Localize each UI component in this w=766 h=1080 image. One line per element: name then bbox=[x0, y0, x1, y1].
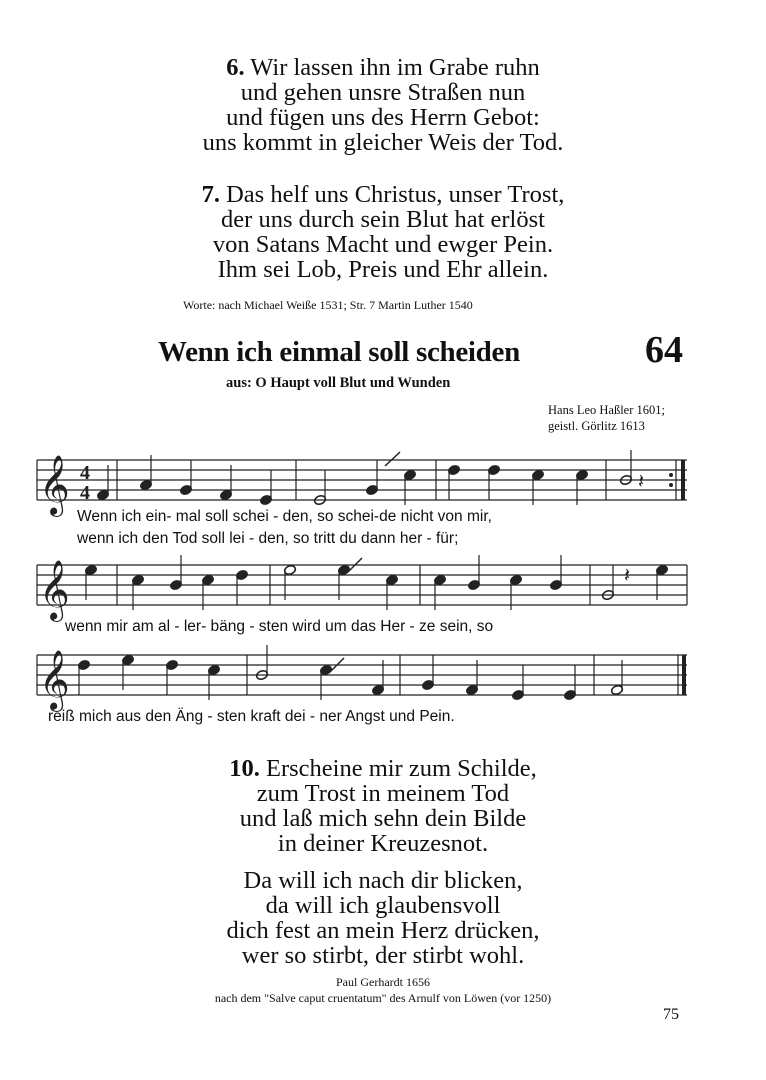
stanza-line: 6. Wir lassen ihn im Grabe ruhn bbox=[226, 54, 540, 81]
stanza-line: da will ich glaubensvoll bbox=[265, 892, 501, 919]
stanza-line: Da will ich nach dir blicken, bbox=[243, 867, 523, 894]
stanza-line: uns kommt in gleicher Weis der Tod. bbox=[202, 129, 564, 156]
lyrics-system-3: reiß mich aus den Äng - sten kraft dei - ner Angst und Pein. bbox=[48, 708, 455, 725]
stanza-line: 10. Erscheine mir zum Schilde, bbox=[229, 755, 537, 782]
hymn-number: 64 bbox=[645, 329, 683, 371]
music-system-3 bbox=[0, 645, 766, 715]
page-number: 75 bbox=[663, 1006, 679, 1023]
quarter-rest-icon: 𝄽 bbox=[624, 563, 631, 587]
treble-clef-icon: 𝄞 bbox=[39, 560, 70, 620]
time-signature-bottom: 4 bbox=[80, 482, 90, 504]
lyrics-system-1-line-1: Wenn ich ein- mal soll schei - den, so schei-de nicht von mir, bbox=[77, 508, 492, 525]
stanza-line: in deiner Kreuzesnot. bbox=[277, 830, 489, 857]
music-system-2 bbox=[0, 552, 766, 622]
stanza-line: und gehen unsre Straßen nun bbox=[240, 79, 526, 106]
stanza-line: 7. Das helf uns Christus, unser Trost, bbox=[201, 181, 565, 208]
stanza-10 bbox=[0, 756, 766, 856]
stanza-line: zum Trost in meinem Tod bbox=[256, 780, 510, 807]
stanza-7 bbox=[0, 182, 766, 282]
composer-line: Hans Leo Haßler 1601; bbox=[548, 403, 665, 417]
credit-line: nach dem "Salve caput cruentatum" des Arnulf von Löwen (vor 1250) bbox=[214, 991, 552, 1005]
stanza-line: von Satans Macht und ewger Pein. bbox=[212, 231, 554, 258]
previous-hymn-credit: Worte: nach Michael Weiße 1531; Str. 7 Martin Luther 1540 bbox=[183, 298, 473, 312]
hymn-subtitle: aus: O Haupt voll Blut und Wunden bbox=[226, 375, 451, 391]
stanza-number: 10. bbox=[229, 755, 260, 782]
stanza-number: 7. bbox=[201, 181, 220, 208]
stanza-number: 6. bbox=[226, 54, 245, 81]
hymn-title: Wenn ich einmal soll scheiden bbox=[158, 336, 520, 368]
stanza-line: Ihm sei Lob, Preis und Ehr allein. bbox=[217, 256, 549, 283]
stanza-line: der uns durch sein Blut hat erlöst bbox=[221, 206, 545, 233]
credit-line: Paul Gerhardt 1656 bbox=[336, 975, 430, 989]
hymn-credits bbox=[0, 974, 766, 1006]
quarter-rest-icon: 𝄽 bbox=[638, 469, 645, 493]
stanza-line: wer so stirbt, der stirbt wohl. bbox=[241, 942, 525, 969]
composer-credit bbox=[548, 402, 665, 434]
composer-line: geistl. Görlitz 1613 bbox=[548, 419, 645, 433]
stanza-10-part-2 bbox=[0, 868, 766, 968]
treble-clef-icon: 𝄞 bbox=[39, 455, 70, 515]
stanza-6 bbox=[0, 55, 766, 155]
time-signature-top: 4 bbox=[80, 462, 90, 484]
lyrics-system-1-line-2: wenn ich den Tod soll lei - den, so tritt du dann her - für; bbox=[77, 530, 459, 547]
stanza-line: und laß mich sehn dein Bilde bbox=[239, 805, 527, 832]
stanza-line: und fügen uns des Herrn Gebot: bbox=[226, 104, 540, 131]
treble-clef-icon: 𝄞 bbox=[39, 650, 70, 710]
lyrics-system-2: wenn mir am al - ler- bäng - sten wird um das Her - ze sein, so bbox=[65, 618, 494, 635]
stanza-line: dich fest an mein Herz drücken, bbox=[226, 917, 540, 944]
